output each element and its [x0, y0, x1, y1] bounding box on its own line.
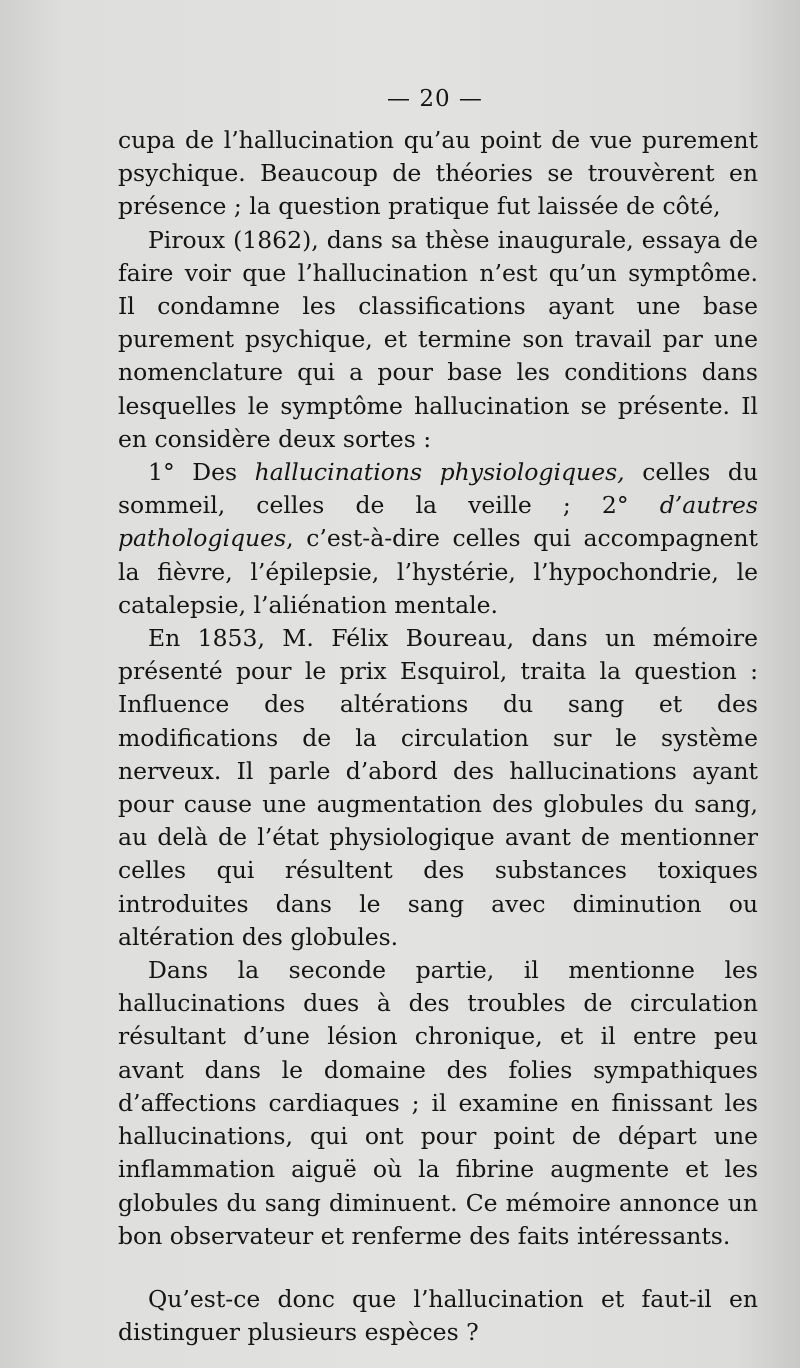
page-text: [118, 124, 758, 1349]
paragraph-6: [118, 1283, 758, 1349]
text-run: Qu’est-ce donc que l’hallucination et faut-il en distinguer plusieurs espèces ?: [118, 1284, 758, 1347]
text-run: 1° Des: [148, 458, 255, 487]
paragraph-1: [118, 124, 758, 224]
paragraph-5: [118, 954, 758, 1253]
italic-run: hallucinations physiologiques,: [254, 458, 625, 487]
text-run: En 1853, M. Félix Boureau, dans un mémoire présenté pour le prix Esquirol, traita la question : Influence des altérations du sang et des modifications de la circulation sur le système nerveux. Il parle d’abord des hallucinations ayant pour cause une augmentation des globules du sang, au delà de l’état physiologique avant de mentionner celles qui résultent des substances toxiques introduites dans le sang avec diminution ou altération des globules.: [118, 624, 758, 951]
italic-run: d’autres pathologiques: [118, 491, 758, 553]
text-run: celles du sommeil, celles de la veille ; 2°: [118, 458, 758, 520]
text-run: , c’est-à-dire celles qui accompagnent la fièvre, l’épilepsie, l’hystérie, l’hypochondrie, le catalepsie, l’aliénation mentale.: [118, 524, 758, 619]
paragraph-3: [118, 456, 758, 622]
text-run: Piroux (1862), dans sa thèse inaugurale, essaya de faire voir que l’hallucination n’est qu’un symptôme. Il condamne les classifications ayant une base purement psychique, et termine son travail par une nomenclature qui a pour base les conditions dans lesquelles le symptôme hallucination se présente. Il en considère deux sortes :: [118, 225, 758, 453]
text-run: Dans la seconde partie, il mentionne les hallucinations dues à des troubles de circulation résultant d’une lésion chronique, et il entre peu avant dans le domaine des folies sympathiques d’affections cardiaques ; il examine en finissant les hallucinations, qui ont pour point de départ une inflammation aiguë où la fibrine augmente et les globules du sang diminuent. Ce mémoire annonce un bon observateur et renferme des faits intéressants.: [118, 956, 758, 1250]
text-run: cupa de l’hallucination qu’au point de vue purement psychique. Beaucoup de théories se trouvèrent en présence ; la question pratique fut laissée de côté,: [118, 126, 758, 221]
paragraph-2: [118, 224, 758, 456]
page-number: — 20 —: [387, 86, 483, 112]
paragraph-4: [118, 622, 758, 954]
